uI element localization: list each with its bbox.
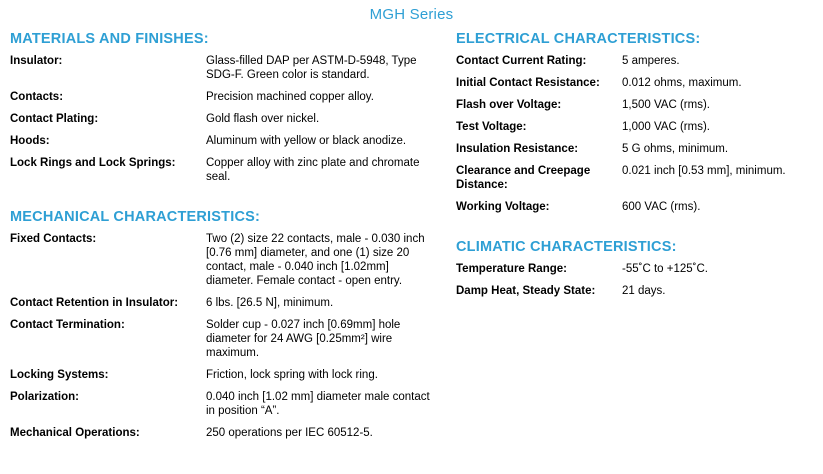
- spec-value: Copper alloy with zinc plate and chromate seal.: [206, 157, 420, 184]
- table-row: [456, 120, 813, 142]
- spec-label: Contact Retention in Insulator:: [10, 297, 179, 310]
- spec-label: Polarization:: [10, 391, 80, 404]
- spec-label: Hoods:: [10, 135, 50, 148]
- spec-value: Friction, lock spring with lock ring.: [206, 369, 378, 382]
- table-row: [456, 164, 813, 200]
- spec-label: Contact Current Rating:: [456, 55, 587, 67]
- section-heading-materials-and-finishes: MATERIALS AND FINISHES:: [10, 31, 209, 47]
- spec-label: Fixed Contacts:: [10, 233, 97, 246]
- spec-label: Mechanical Operations:: [10, 427, 140, 440]
- spec-label: Temperature Range:: [456, 263, 567, 276]
- spec-value: Aluminum with yellow or black anodize.: [206, 135, 407, 148]
- spec-value: 6 lbs. [26.5 N], minimum.: [206, 297, 334, 310]
- table-row: [10, 90, 432, 112]
- spec-value: 1,500 VAC (rms).: [622, 99, 710, 112]
- spec-value: Glass-filled DAP per ASTM-D-5948, Type SDG-F. Green color is standard.: [206, 55, 417, 82]
- table-row: [10, 296, 432, 318]
- table-row: [10, 426, 432, 448]
- spec-table-mechanical-characteristics: [10, 232, 432, 448]
- spec-label: Working Voltage:: [456, 201, 550, 214]
- spec-label: Initial Contact Resistance:: [456, 77, 600, 90]
- spec-label: Locking Systems:: [10, 369, 109, 382]
- table-row: [10, 54, 432, 90]
- table-row: [10, 232, 432, 296]
- table-row: [10, 368, 432, 390]
- spec-value: Two (2) size 22 contacts, male - 0.030 inch [0.76 mm] diameter, and one (1) size 20 contact, male - 0.040 inch [1.02mm] diameter. Female contact - open entry.: [206, 233, 425, 288]
- spec-value: 5 amperes.: [622, 55, 680, 67]
- table-row: [456, 76, 813, 98]
- section-heading-climatic-characteristics: CLIMATIC CHARACTERISTICS:: [456, 239, 677, 256]
- section-heading-mechanical-characteristics: MECHANICAL CHARACTERISTICS:: [10, 209, 261, 226]
- section-materials-and-finishes: [10, 31, 432, 192]
- spec-value: 0.021 inch [0.53 mm], minimum.: [622, 165, 786, 178]
- spec-table-climatic-characteristics: [456, 262, 813, 306]
- table-row: [456, 98, 813, 120]
- section-electrical-characteristics: [456, 31, 813, 222]
- section-mechanical-characteristics: [10, 209, 432, 448]
- spec-table-materials-and-finishes: [10, 54, 432, 192]
- spec-table-electrical-characteristics: [456, 54, 813, 222]
- spec-label: Contacts:: [10, 91, 64, 104]
- spec-label: Flash over Voltage:: [456, 99, 562, 112]
- spec-label: Contact Plating:: [10, 113, 99, 126]
- table-row: [10, 156, 432, 192]
- left-column: [10, 31, 438, 448]
- spec-value: 250 operations per IEC 60512-5.: [206, 427, 373, 440]
- spec-value: Precision machined copper alloy.: [206, 91, 374, 104]
- table-row: [10, 318, 432, 368]
- table-row: [456, 142, 813, 164]
- table-row: [10, 112, 432, 134]
- table-row: [456, 262, 813, 284]
- spec-value: Gold flash over nickel.: [206, 113, 320, 126]
- spec-value: 1,000 VAC (rms).: [622, 121, 710, 134]
- spec-label: Test Voltage:: [456, 121, 527, 134]
- content-columns: [0, 23, 823, 448]
- table-row: [456, 284, 813, 306]
- spec-value: -55˚C to +125˚C.: [622, 263, 708, 276]
- table-row: [456, 200, 813, 222]
- spec-value: Solder cup - 0.027 inch [0.69mm] hole diameter for 24 AWG [0.25mm²] wire maximum.: [206, 319, 401, 360]
- spec-label: Contact Termination:: [10, 319, 125, 332]
- spec-label: Insulator:: [10, 55, 63, 67]
- spec-value: 5 G ohms, minimum.: [622, 143, 729, 156]
- page-title: MGH Series: [369, 6, 454, 23]
- spec-value: 21 days.: [622, 285, 666, 298]
- spec-label: Damp Heat, Steady State:: [456, 285, 596, 298]
- table-row: [10, 390, 432, 426]
- spec-value: 0.040 inch [1.02 mm] diameter male contact in position “A”.: [206, 391, 430, 418]
- spec-value: 0.012 ohms, maximum.: [622, 77, 742, 90]
- table-row: [456, 54, 813, 76]
- table-row: [10, 134, 432, 156]
- spec-value: 600 VAC (rms).: [622, 201, 701, 214]
- spec-label: Insulation Resistance:: [456, 143, 579, 156]
- spec-label: Lock Rings and Lock Springs:: [10, 157, 176, 170]
- section-heading-electrical-characteristics: ELECTRICAL CHARACTERISTICS:: [456, 31, 701, 47]
- section-climatic-characteristics: [456, 239, 813, 306]
- right-column: [438, 31, 813, 448]
- spec-label: Clearance and Creepage Distance:: [456, 165, 591, 192]
